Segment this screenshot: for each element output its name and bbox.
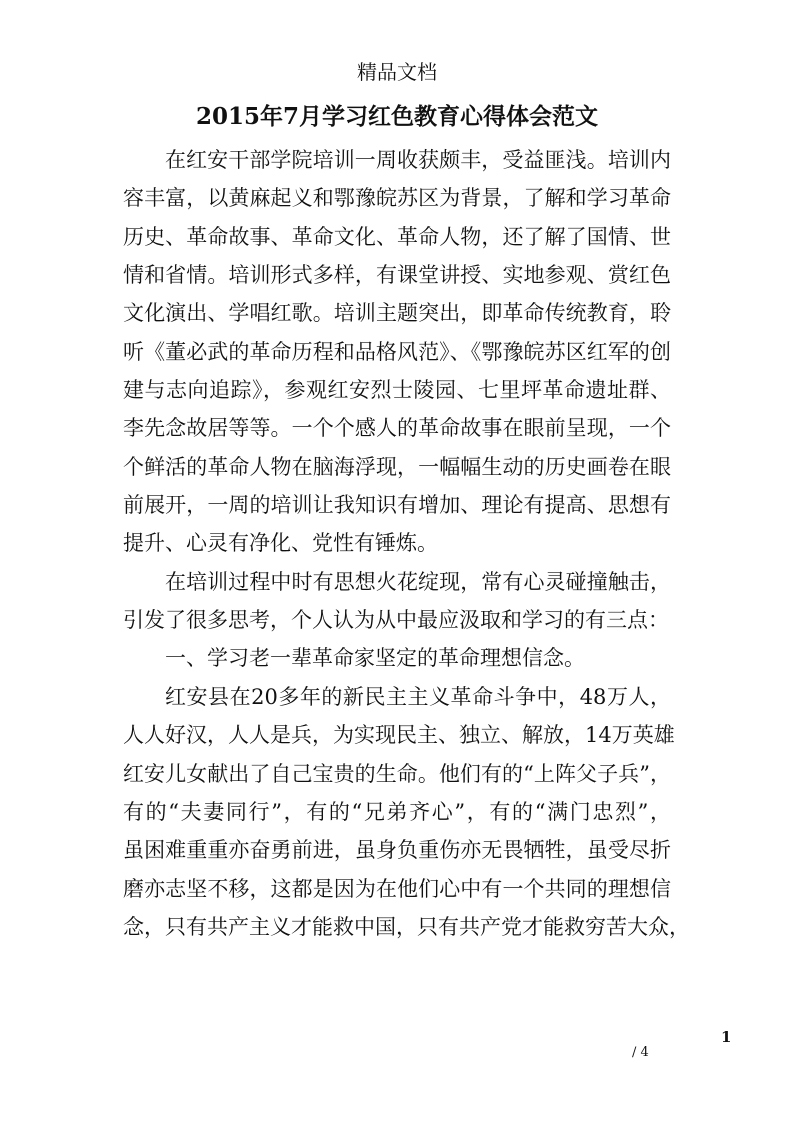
page-total: / 4 xyxy=(632,1045,649,1060)
paragraph-line: 听《董必武的革命历程和品格风范》、《鄂豫皖苏区红军的创 xyxy=(123,339,671,364)
paragraph-line: 提升、心灵有净化、党性有锤炼。 xyxy=(123,531,438,556)
page-header: 精品文档 xyxy=(357,60,437,84)
paragraph-line: 虽困难重重亦奋勇前进，虽身负重伤亦无畏牺牲，虽受尽折 xyxy=(123,838,671,863)
paragraph-line: 红安县在20多年的新民主主义革命斗争中，48万人， xyxy=(165,684,671,709)
paragraph-line: 引发了很多思考，个人认为从中最应汲取和学习的有三点： xyxy=(123,608,669,633)
paragraph-line: 红安儿女献出了自己宝贵的生命。他们有的“上阵父子兵”， xyxy=(123,761,671,786)
paragraph-line: 容丰富，以黄麻起义和鄂豫皖苏区为背景，了解和学习革命 xyxy=(123,186,671,211)
paragraph-line: 历史、革命故事、革命文化、革命人物，还了解了国情、世 xyxy=(123,224,671,249)
page-number: 1 xyxy=(721,1028,732,1046)
paragraph-line: 文化演出、学唱红歌。培训主题突出，即革命传统教育，聆 xyxy=(123,301,671,326)
paragraph-line: 有的“夫妻同行”，有的“兄弟齐心”，有的“满门忠烈”， xyxy=(123,799,671,824)
paragraph-line: 人人好汉，人人是兵，为实现民主、独立、解放，14万英雄 xyxy=(123,723,675,748)
paragraph-line: 前展开，一周的培训让我知识有增加、理论有提高、思想有 xyxy=(123,493,671,518)
paragraph-line: 李先念故居等等。一个个感人的革命故事在眼前呈现，一个 xyxy=(123,416,671,441)
document-body xyxy=(123,141,690,946)
section-heading: 一、学习老一辈革命家坚定的革命理想信念。 xyxy=(165,646,585,671)
paragraph-line: 磨亦志坚不移，这都是因为在他们心中有一个共同的理想信 xyxy=(123,876,671,901)
paragraph-line: 在培训过程中时有思想火花绽现，常有心灵碰撞触击， xyxy=(165,569,671,594)
paragraph-line: 念，只有共产主义才能救中国，只有共产党才能救穷苦大众， xyxy=(123,914,690,939)
paragraph-line: 在红安干部学院培训一周收获颇丰，受益匪浅。培训内 xyxy=(165,148,671,172)
paragraph-line: 个鲜活的革命人物在脑海浮现，一幅幅生动的历史画卷在眼 xyxy=(123,454,671,479)
paragraph-line: 建与志向追踪》，参观红安烈士陵园、七里坪革命遗址群、 xyxy=(123,378,671,403)
paragraph-line: 情和省情。培训形式多样，有课堂讲授、实地参观、赏红色 xyxy=(123,263,671,288)
document-title: 2015年7月学习红色教育心得体会范文 xyxy=(195,103,599,130)
